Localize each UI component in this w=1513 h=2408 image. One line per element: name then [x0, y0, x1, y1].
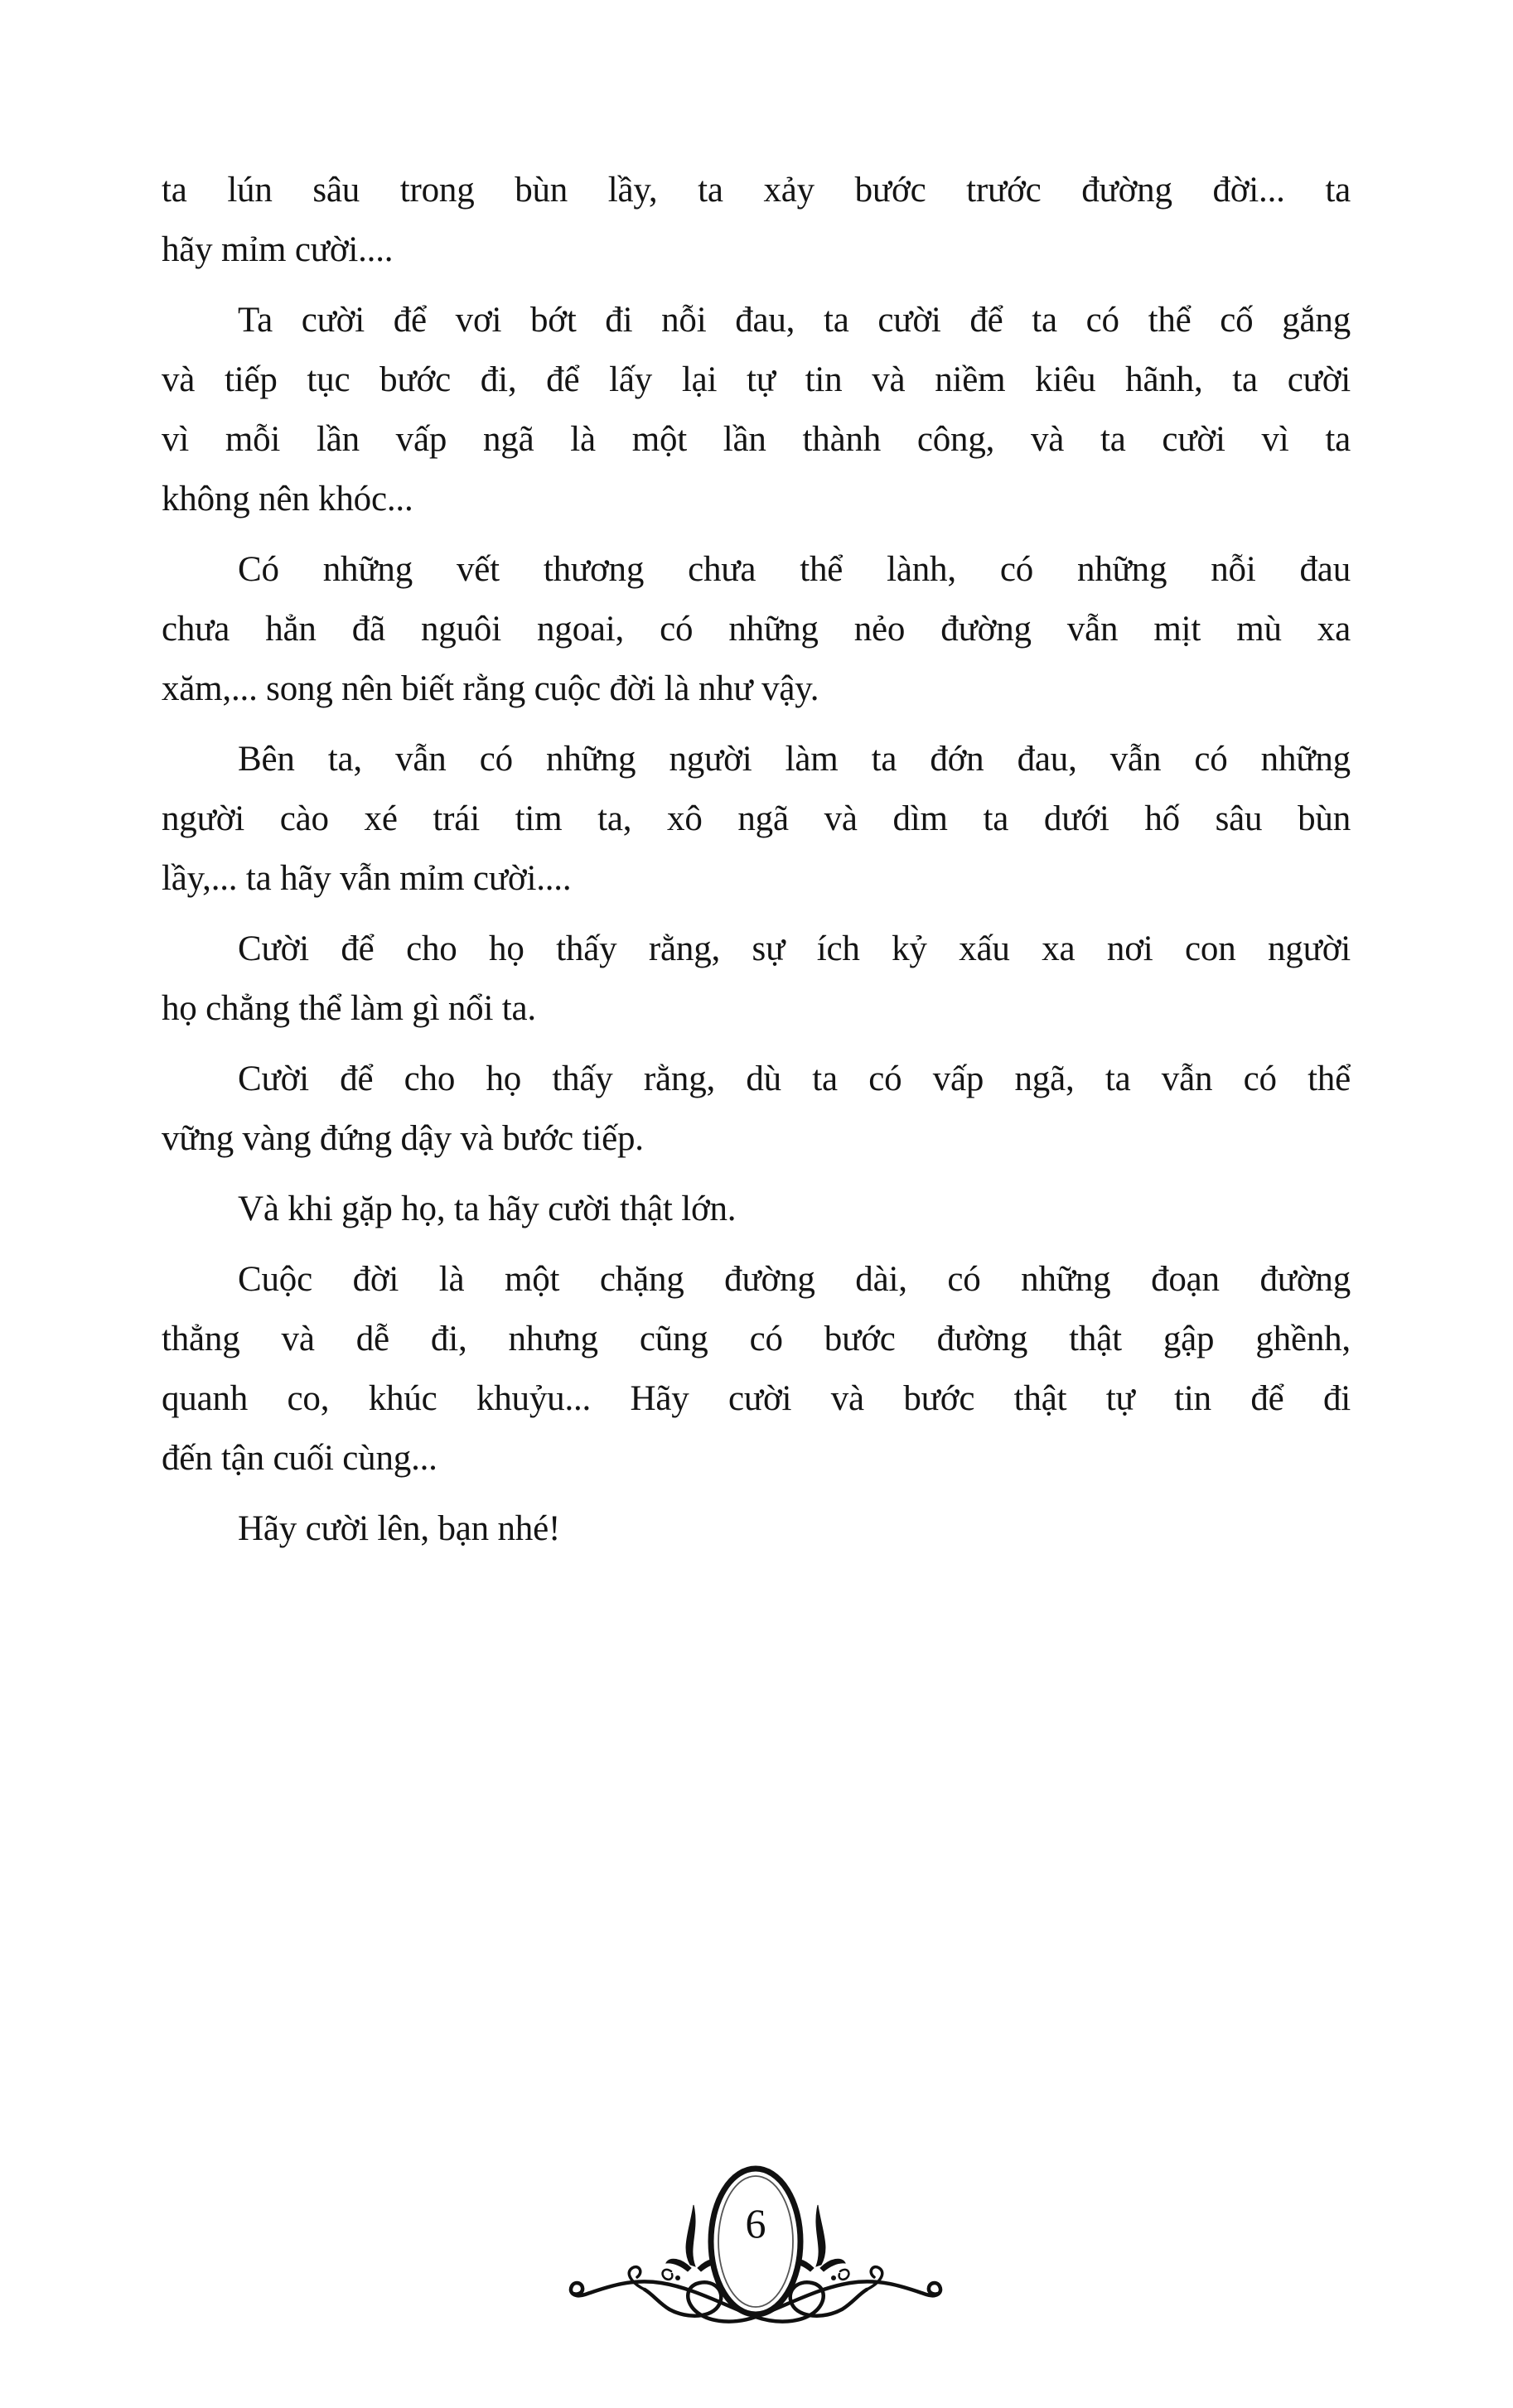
text-line: lầy,... ta hãy vẫn mỉm cười....: [162, 859, 572, 898]
text-line: Cười để cho họ thấy rằng, sự ích kỷ xấu xa nơi con người: [238, 929, 1351, 968]
text-line: Hãy cười lên, bạn nhé!: [238, 1509, 561, 1548]
text-line: Cười để cho họ thấy rằng, dù ta có vấp ngã, ta vẫn có thể: [238, 1059, 1351, 1098]
text-line: và tiếp tục bước đi, để lấy lại tự tin và niềm kiêu hãnh, ta cười: [162, 360, 1351, 399]
page-number: 6: [745, 2200, 766, 2246]
text-line: họ chẳng thể làm gì nổi ta.: [162, 989, 536, 1028]
text-line: người cào xé trái tim ta, xô ngã và dìm ta dưới hố sâu bùn: [162, 799, 1351, 838]
text-line: vì mỗi lần vấp ngã là một lần thành công, và ta cười vì ta: [162, 420, 1351, 459]
paragraph: [162, 1250, 1351, 1489]
text-line: không nên khóc...: [162, 480, 413, 519]
text-line: đến tận cuối cùng...: [162, 1439, 437, 1478]
text-line: Và khi gặp họ, ta hãy cười thật lớn.: [238, 1190, 737, 1228]
text-line: thẳng và dễ đi, nhưng cũng có bước đường thật gập ghềnh,: [162, 1320, 1351, 1358]
text-line: ta lún sâu trong bùn lầy, ta xảy bước trước đường đời... ta: [162, 171, 1351, 210]
text-line: Ta cười để vơi bớt đi nỗi đau, ta cười để ta có thể cố gắng: [238, 301, 1351, 340]
paragraph: [162, 161, 1351, 280]
text-block: [162, 161, 1351, 1570]
paragraph: [162, 1050, 1351, 1169]
text-line: Có những vết thương chưa thể lành, có những nỗi đau: [238, 550, 1351, 589]
text-line: xăm,... song nên biết rằng cuộc đời là như vậy.: [162, 669, 819, 708]
text-line: Bên ta, vẫn có những người làm ta đớn đau, vẫn có những: [238, 740, 1351, 779]
paragraph: [162, 1499, 1351, 1559]
paragraph: [162, 730, 1351, 909]
page-number-ornament: [539, 2154, 973, 2386]
paragraph: [162, 1180, 1351, 1239]
text-line: quanh co, khúc khuỷu... Hãy cười và bước thật tự tin để đi: [162, 1379, 1351, 1418]
text-line: vững vàng đứng dậy và bước tiếp.: [162, 1119, 644, 1158]
paragraph: [162, 919, 1351, 1039]
text-line: Cuộc đời là một chặng đường dài, có những đoạn đường: [238, 1260, 1351, 1299]
paragraph: [162, 291, 1351, 529]
paragraph: [162, 540, 1351, 719]
text-line: hãy mỉm cười....: [162, 230, 394, 269]
text-line: chưa hẳn đã nguôi ngoai, có những nẻo đường vẫn mịt mù xa: [162, 610, 1351, 649]
